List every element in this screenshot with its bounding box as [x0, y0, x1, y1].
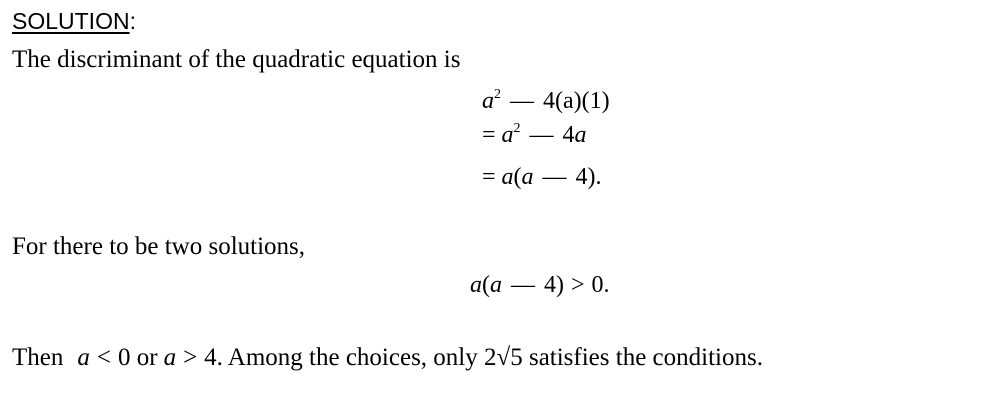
- derivation-line-2: [482, 120, 587, 150]
- zero-or: 0 or: [117, 344, 158, 371]
- exponent: 2: [513, 121, 521, 136]
- var-a: a: [521, 164, 534, 190]
- conclusion-text: [12, 343, 763, 373]
- var-a: a: [470, 272, 482, 298]
- less-than-sign: <: [96, 344, 111, 371]
- term-4a1: 4(a)(1): [543, 88, 610, 114]
- minus-sign: —: [542, 164, 567, 190]
- exponent: 2: [494, 87, 501, 102]
- solution-heading-label: SOLUTION: [12, 8, 130, 34]
- equals-sign: =: [482, 164, 496, 190]
- open-paren: (: [513, 164, 522, 190]
- derivation-line-3: [482, 162, 602, 192]
- var-a: a: [501, 122, 514, 148]
- term-4-close: 4): [544, 272, 564, 298]
- zero: 0.: [591, 272, 610, 298]
- condition-text: For there to be two solutions,: [12, 233, 306, 260]
- solution-heading-colon: :: [129, 8, 136, 34]
- var-a: a: [490, 272, 502, 298]
- var-a: a: [482, 88, 494, 114]
- minus-sign: —: [529, 122, 554, 148]
- derivation-line-1: [482, 86, 610, 116]
- minus-sign: —: [510, 88, 534, 114]
- intro-text: The discriminant of the quadratic equation is: [12, 46, 461, 73]
- coefficient: 4: [562, 122, 575, 148]
- open-paren: (: [482, 272, 490, 298]
- minus-sign: —: [511, 272, 535, 298]
- term-4-close: 4).: [575, 164, 602, 190]
- solution-heading: [12, 6, 136, 36]
- var-a: a: [574, 122, 587, 148]
- inequality: [470, 270, 610, 300]
- greater-than-sign: >: [183, 344, 198, 371]
- var-a: a: [501, 164, 514, 190]
- conclusion-then: Then: [12, 344, 64, 371]
- greater-than-sign: >: [571, 272, 585, 298]
- var-a: a: [77, 344, 90, 371]
- var-a: a: [163, 344, 177, 371]
- equals-sign: =: [482, 122, 496, 148]
- conclusion-rest: 4. Among the choices, only 2√5 satisfies the conditions.: [204, 344, 763, 371]
